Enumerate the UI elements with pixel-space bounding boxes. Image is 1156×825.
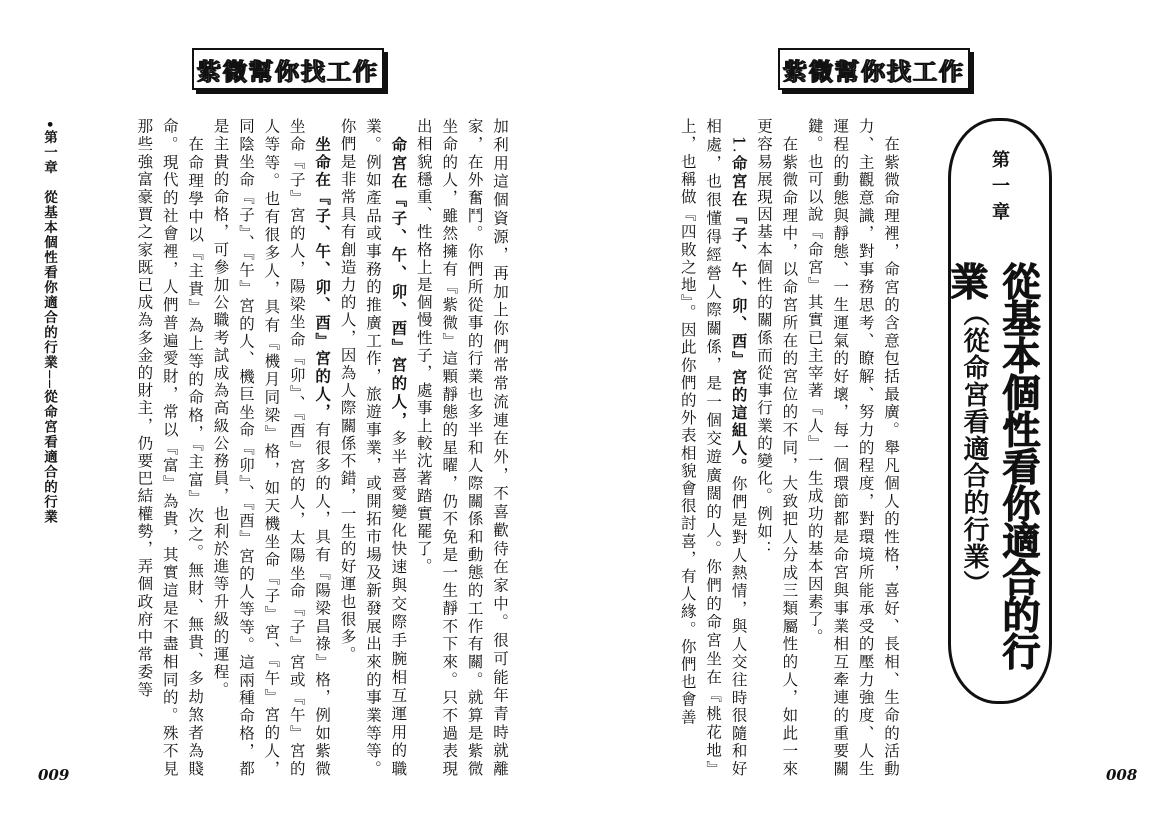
chapter-subtitle: （從命宮看適合的行業） (959, 300, 989, 597)
emphasis-text: 坐命在『子、午、卯、酉』宮的人， (313, 135, 332, 422)
left-page-body (66, 118, 512, 778)
paragraph-text: 你們是對人熱情，與人交往時很隨和好相處，也很懂得經營人際關係，是一個交遊廣闊的人。你們的命宮坐在『桃花地』上，也稱做『四敗之地』。因此你們的外表相貌會很討喜，有人緣。你們也會善 (678, 118, 748, 778)
page-number: 009 (38, 766, 70, 784)
running-head: •第一章 從基本個性看你適合的行業──從命宮看適合的行業 (41, 120, 57, 525)
book-title-text: 紫微幫你找工作 (197, 57, 379, 86)
paragraph-text: 在命理學中以『主貴』為上等的命格，『主富』次之。無財、無貴、多劫煞者為賤命。現代的社會裡，人們普遍愛財，常以『富』為貴，其實這是不盡相同的。殊不見那些強富豪賈之家既已成為多金的財主，仍要巴結權勢，弄個政府中常委等 (135, 118, 205, 778)
paragraph: 加利用這個資源，再加上你們常常流連在外，不喜歡待在家中。很可能年青時就離家，在外奮鬥。你們所從事的行業也多半和人際關係和動態的工作有關。就算是紫微坐命的人，雖然擁有『紫微』這顆靜態的星曜，仍不免是一生靜不下來。只不過表現出相貌穩重、性格上是個慢性子，處事上較沈著踏實罷了。 (414, 118, 509, 778)
chapter-title: 從基本個性看你適合的行業 (944, 262, 1040, 669)
paragraph (131, 118, 207, 778)
paragraph-text: 在紫微命理中，以命宮所在的宮位的不同，大致把人分成三類屬性的人，如此一來更容易展現因基本個性的關係而從事行業的變化。例如： (754, 118, 799, 778)
right-page-body (658, 118, 903, 778)
book-title-text: 紫微幫你找工作 (783, 57, 965, 86)
list-number: 1. (729, 135, 748, 155)
emphasis-text: 命宮在『子、午、卯、酉』宮的人， (389, 136, 408, 431)
paragraph (801, 118, 903, 778)
paragraph (751, 118, 802, 778)
paragraph (334, 118, 410, 778)
right-page (578, 0, 1156, 825)
paragraph-text: 有很多的人，具有『陽梁昌祿』格，例如紫微坐命『子』宮的人，陽梁坐命『卯』、『酉』宮的人，太陽坐命『子』宮或『午』宮的人等等。也有很多人，具有『機月同梁』格，如天機坐命『子』宮、『午』宮的人，同陰坐命『子』、『午』宮的人、機巨坐命『卯』、『酉』宮的人等等。這兩種命格，都是主貴的命格，可參加公職考試成為高級公務員，也利於進等升級的運程。 (211, 118, 332, 778)
book-title-header (192, 48, 384, 90)
paragraph-text: 多半喜愛變化快速與交際手腕相互運用的職業。例如產品或事務的推廣工作，旅遊事業，或開拓市場及新發展出來的事業等等。你們是非常具有創造力的人，因為人際關係不錯，一生的好運也很多。 (338, 118, 408, 778)
page-number: 008 (1106, 766, 1138, 784)
book-title-header (778, 48, 970, 90)
paragraph-text: 在紫微命理裡，命宮的含意包括最廣。舉凡個人的性格，喜好、長相、生命的活動力、主觀意識，對事務思考、瞭解、努力的程度，對環境所能承受的壓力強度、人生運程的動態與靜態、一生運氣的好壞，每一個環節都是命宮與事業相互牽連的重要關鍵。也可以說『命宮』其實已主宰著『人』一生成功的基本因素了。 (805, 118, 900, 778)
chapter-label: 第一章 (989, 150, 1010, 228)
emphasis-text: 命宮在『子、午、卯、酉』宮的這組人。 (729, 154, 748, 476)
paragraph (674, 118, 750, 778)
paragraph (207, 118, 334, 778)
